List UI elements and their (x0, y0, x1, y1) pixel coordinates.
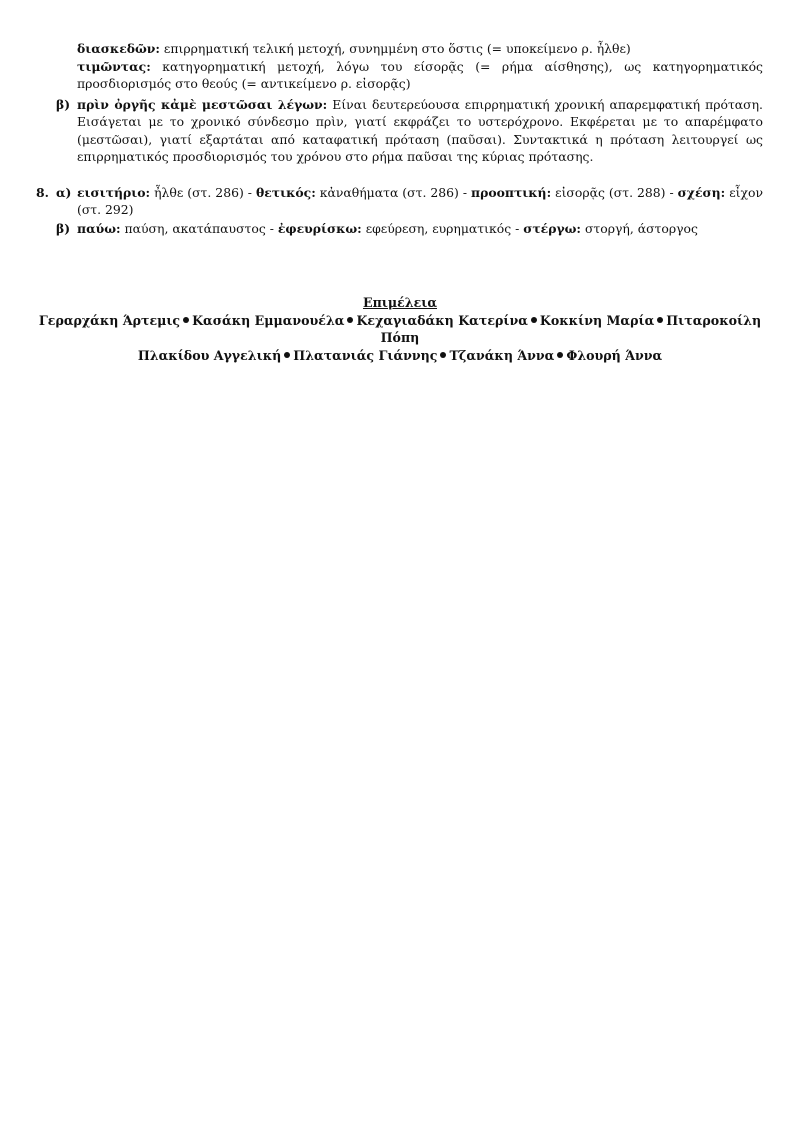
text-schesi: εἶχον (στ. 292) (77, 185, 763, 218)
credit-name: Πλατανιάς Γιάννης (293, 347, 438, 363)
term-pavo: παύω: (77, 221, 121, 236)
bullet-icon (657, 317, 663, 323)
item7-b-label: β) (56, 97, 71, 112)
credits-title: Επιμέλεια (362, 295, 438, 310)
term-efeurisko: ἐφευρίσκω: (277, 221, 362, 236)
term-timontas: τιμῶντας: (77, 59, 151, 74)
credit-name: Τζανάκη Άννα (449, 347, 555, 363)
bullet-icon (440, 352, 446, 358)
credit-name: Γεραρχάκη Άρτεμις (38, 312, 181, 328)
credit-name: Φλουρή Άννα (566, 347, 663, 363)
item7-b-paragraph (77, 96, 763, 166)
term-prin: πρὶν ὀργῆς κἀμὲ μεστῶσαι λέγων: (77, 97, 328, 112)
term-eisitirio: εισιτήριο: (77, 185, 151, 200)
item8-b-paragraph (77, 220, 763, 237)
bullet-icon (347, 317, 353, 323)
item8-a-label: α) (56, 185, 72, 200)
credit-name: Κασάκη Εμμανουέλα (192, 312, 345, 328)
bullet-icon (183, 317, 189, 323)
credits-section (30, 294, 770, 364)
text-thetikos: κἀναθήματα (στ. 286) - (315, 185, 472, 200)
term-diaskedon: διασκεδῶν: (77, 41, 160, 56)
credits-names-line2 (30, 347, 770, 365)
text-stergo: στοργή, άστοργος (581, 221, 698, 236)
credit-name: Πιταροκοίλη Πόπη (380, 312, 762, 346)
term-schesi: σχέση: (677, 185, 726, 200)
bullet-icon (284, 352, 290, 358)
item7-line-timontas (77, 58, 763, 93)
credit-name: Πλακίδου Αγγελική (137, 347, 282, 363)
text-prooptiki: εἰσορᾷς (στ. 288) - (551, 185, 678, 200)
term-stergo: στέργω: (523, 221, 581, 236)
item8-b-label: β) (56, 221, 71, 236)
term-prooptiki: προοπτική: (471, 185, 552, 200)
item8-number: 8. (36, 185, 49, 200)
text-eisitirio: ἦλθε (στ. 286) - (150, 185, 256, 200)
item7-line-diaskedon (77, 40, 763, 57)
bullet-icon (557, 352, 563, 358)
bullet-icon (531, 317, 537, 323)
text-diaskedon: επιρρηματική τελική μετοχή, συνημμένη στο ὅστις (= υποκείμενο ρ. ἦλθε) (159, 41, 631, 56)
text-pavo: παύση, ακατάπαυστος - (120, 221, 278, 236)
text-timontas: κατηγορηματική μετοχή, λόγω του είσορᾷς (= ρήμα αίσθησης), ως κατηγορηματικός προσδιορισμός στο θεούς (= αντικείμενο ρ. εἰσορᾷς) (77, 59, 763, 92)
credits-names-line1 (30, 312, 770, 347)
item8-a-paragraph (77, 184, 763, 219)
credit-name: Κοκκίνη Μαρία (539, 312, 655, 328)
term-thetikos: θετικός: (255, 185, 316, 200)
text-efeurisko: εφεύρεση, ευρηματικός - (361, 221, 524, 236)
text-prin: Είναι δευτερεύουσα επιρρηματική χρονική απαρεμφατική πρόταση. Εισάγεται με το χρονικό σύνδεσμο πρὶν, γιατί εκφράζει το υστερόχρονο. Εκφέρεται με το απαρέμφατο (μεστῶσαι), γιατί εξαρτάται από καταφατική πρόταση (παῦσαι). Συντακτικά η πρόταση λειτουργεί ως επιρρηματικός προσδιορισμός του χρόνου στο ρήμα παῦσαι της κύριας πρότασης. (77, 97, 763, 165)
credit-name: Κεχαγιαδάκη Κατερίνα (356, 312, 528, 328)
